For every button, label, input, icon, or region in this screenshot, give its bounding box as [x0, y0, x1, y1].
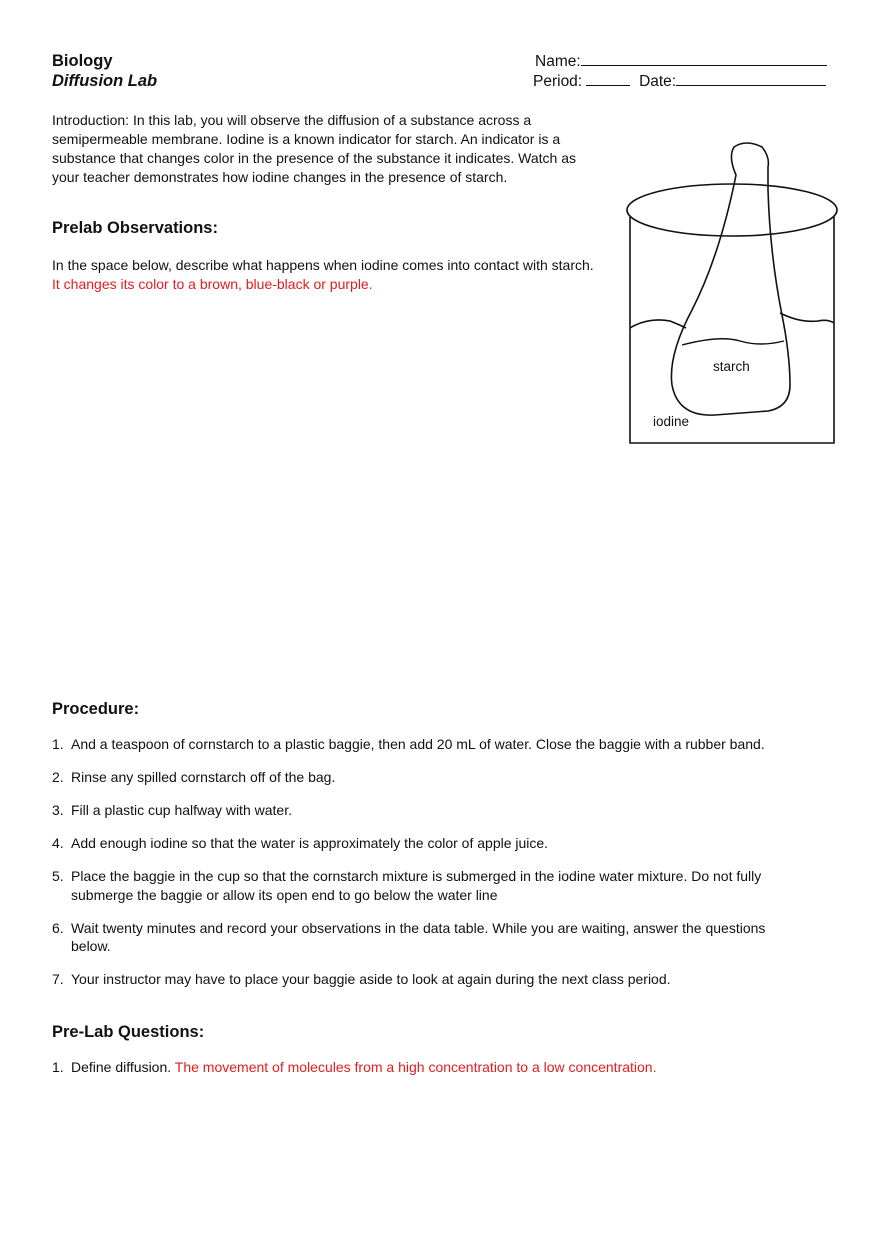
- procedure-step: [52, 867, 812, 904]
- name-field[interactable]: [535, 53, 827, 71]
- procedure-heading: Procedure:: [52, 700, 140, 718]
- prelab-observations-body: [52, 256, 594, 294]
- question-answer: The movement of molecules from a high concentration to a low concentration.: [174, 1059, 657, 1075]
- question-prompt: Define diffusion.: [71, 1059, 172, 1075]
- step-number: 3.: [52, 802, 64, 818]
- starch-label: starch: [713, 359, 750, 374]
- step-text: Add enough iodine so that the water is approximately the color of apple juice.: [71, 835, 549, 851]
- question-number: 1.: [52, 1059, 64, 1075]
- introduction-paragraph: [52, 111, 576, 187]
- step-text: submerge the baggie or allow its open end to go below the water line: [71, 886, 498, 903]
- procedure-step: [52, 970, 812, 989]
- date-blank[interactable]: [676, 84, 826, 86]
- step-number: 6.: [52, 919, 64, 936]
- observation-prompt: In the space below, describe what happens when iodine comes into contact with starch.: [52, 257, 594, 273]
- procedure-list: [52, 735, 812, 989]
- observation-answer: It changes its color to a brown, blue-black or purple.: [52, 276, 373, 292]
- step-number: 7.: [52, 971, 64, 987]
- name-label: Name:: [535, 53, 581, 70]
- name-blank[interactable]: [581, 64, 827, 66]
- iodine-label: iodine: [653, 414, 690, 429]
- intro-line: semipermeable membrane. Iodine is a known indicator for starch. An indicator is a: [52, 131, 561, 147]
- step-text: Fill a plastic cup halfway with water.: [71, 802, 292, 818]
- procedure-step: [52, 801, 812, 820]
- question-item: [52, 1058, 812, 1077]
- step-text: below.: [71, 938, 111, 954]
- lab-title: Diffusion Lab: [52, 72, 158, 90]
- water-line-left: [630, 320, 686, 328]
- period-date-fields: [533, 73, 826, 91]
- step-text: Wait twenty minutes and record your observations in the data table. While you are waiting, answer the questions: [71, 919, 766, 936]
- subject-title: Biology: [52, 52, 113, 70]
- step-text: Rinse any spilled cornstarch off of the bag.: [71, 769, 336, 785]
- water-line-right: [780, 313, 834, 323]
- period-label: Period:: [533, 73, 583, 90]
- intro-line: substance that changes color in the presence of the substance it indicates. Watch as: [52, 150, 577, 166]
- intro-line: Introduction: In this lab, you will observe the diffusion of a substance across a: [52, 112, 532, 128]
- procedure-step: [52, 735, 812, 754]
- period-blank[interactable]: [586, 84, 630, 86]
- step-text: And a teaspoon of cornstarch to a plastic baggie, then add 20 mL of water. Close the baggie with a rubber band.: [71, 736, 765, 752]
- procedure-step: [52, 919, 812, 956]
- step-number: 4.: [52, 835, 64, 851]
- procedure-step: [52, 834, 812, 853]
- prelab-questions-heading: Pre-Lab Questions:: [52, 1023, 205, 1041]
- procedure-step: [52, 768, 812, 787]
- step-text: Your instructor may have to place your baggie aside to look at again during the next class period.: [71, 971, 671, 987]
- date-label: Date:: [639, 73, 677, 90]
- prelab-questions-list: [52, 1058, 812, 1077]
- step-number: 1.: [52, 736, 64, 752]
- step-text: Place the baggie in the cup so that the cornstarch mixture is submerged in the iodine water mixture. Do not fully: [71, 868, 762, 884]
- beaker-diagram: [620, 135, 846, 453]
- intro-line: your teacher demonstrates how iodine changes in the presence of starch.: [52, 169, 508, 185]
- step-number: 2.: [52, 769, 64, 785]
- prelab-observations-heading: Prelab Observations:: [52, 219, 218, 237]
- step-number: 5.: [52, 868, 64, 884]
